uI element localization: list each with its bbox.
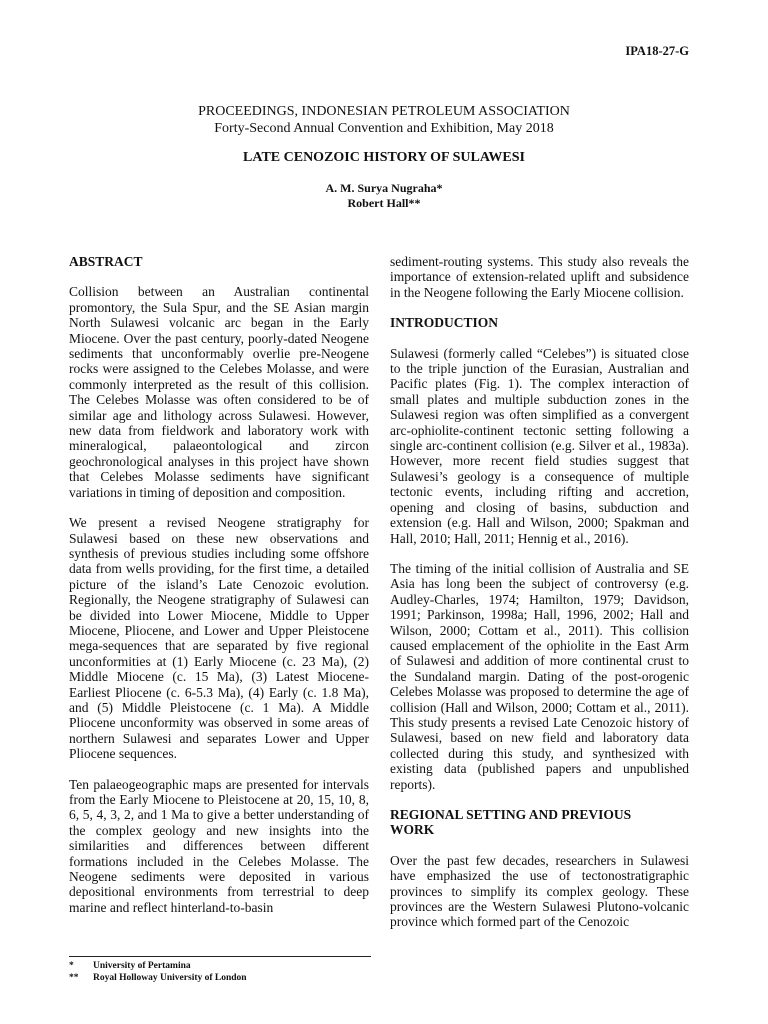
- regional-heading-line: WORK: [390, 822, 435, 838]
- footnote-text: Royal Holloway University of London: [93, 973, 247, 983]
- paper-id: IPA18-27-G: [625, 44, 689, 58]
- footnote: [69, 972, 247, 984]
- proceedings-event: Forty-Second Annual Convention and Exhibition, May 2018: [214, 121, 554, 136]
- footnote: [69, 960, 247, 972]
- introduction-heading: INTRODUCTION: [390, 315, 499, 331]
- author-list: [0, 181, 768, 211]
- footnote-mark: **: [69, 973, 79, 983]
- left-column: [69, 254, 369, 915]
- author-name: A. M. Surya Nugraha*: [325, 181, 443, 195]
- regional-paragraph: Over the past few decades, researchers in Sulawesi have emphasized the use of tectonostratigraphic provinces to simplify its complex geology. These provinces are the Western Sulawesi Plutono-volcanic province which formed part of the Cenozoic: [390, 852, 689, 930]
- paper-title: LATE CENOZOIC HISTORY OF SULAWESI: [243, 150, 525, 165]
- abstract-continued-paragraph: sediment-routing systems. This study also reveals the importance of extension-related uplift and subsidence in the Neogene following the Early Miocene collision.: [390, 254, 689, 300]
- right-column: [390, 254, 689, 930]
- abstract-paragraph: We present a revised Neogene stratigraphy for Sulawesi based on these new observations and synthesis of previous studies including some offshore data from wells providing, for the first time, a detailed picture of the island’s Late Cenozoic evolution. Regionally, the Neogene stratigraphy of Sulawesi can be divided into Lower Miocene, Middle to Upper Miocene, Pliocene, and Lower and Upper Pleistocene mega-sequences that are separated by five regional unconformities at (1) Early Miocene (c. 23 Ma), (2) Middle Miocene (c. 15 Ma), (3) Latest Miocene-Earliest Pliocene (c. 6-5.3 Ma), (4) Early (c. 1.8 Ma), and (5) Middle Pleistocene (c. 1 Ma). A Middle Pliocene unconformity was observed in some areas of northern Sulawesi and separates Lower and Upper Pliocene sequences.: [69, 515, 369, 762]
- introduction-paragraph: Sulawesi (formerly called “Celebes”) is situated close to the triple junction of the Eurasian, Australian and Pacific plates (Fig. 1). The complex interaction of small plates and multiple subduction zones in the Sulawesi region was often simplified as a convergent arc-ophiolite-continent tectonic setting following a single arc-continent collision (e.g. Silver et al., 1983a). However, more recent field studies suggest that Sulawesi’s geology is a consequence of multiple tectonic events, including rifting and accretion, opening and closing of basins, subduction and extension (e.g. Hall and Wilson, 2000; Spakman and Hall, 2010; Hall, 2011; Hennig et al., 2016).: [390, 345, 689, 546]
- regional-heading-line: REGIONAL SETTING AND PREVIOUS: [390, 807, 632, 822]
- footnote-divider: [69, 956, 371, 957]
- proceedings-header: [0, 103, 768, 137]
- author-name: Robert Hall**: [347, 196, 421, 210]
- abstract-heading: ABSTRACT: [69, 254, 143, 269]
- footnotes: [69, 960, 247, 984]
- proceedings-org: PROCEEDINGS, INDONESIAN PETROLEUM ASSOCIATION: [198, 104, 570, 119]
- abstract-paragraph: Collision between an Australian continental promontory, the Sula Spur, and the SE Asian margin North Sulawesi volcanic arc began in the Early Miocene. Over the past century, poorly-dated Neogene sediments that unconformably overlie pre-Neogene rocks were assigned to the Celebes Molasse, and were commonly interpreted as the result of this collision. The Celebes Molasse was often considered to be of similar age and lithology across Sulawesi. However, new data from fieldwork and laboratory work with mineralogical, palaeontological and zircon geochronological analyses in this project have shown that Celebes Molasse sediments have significant variations in timing of deposition and composition.: [69, 284, 369, 500]
- introduction-paragraph: The timing of the initial collision of Australia and SE Asia has long been the subject of controversy (e.g. Audley-Charles, 1974; Hamilton, 1979; Davidson, 1991; Parkinson, 1998a; Hall, 1996, 2002; Hall and Wilson, 2000; Cottam et al., 2011). This collision caused emplacement of the ophiolite in the East Arm of Sulawesi and addition of more continental crust to the Sundaland margin. Dating of the post-orogenic Celebes Molasse was proposed to determine the age of collision (Hall and Wilson, 2000; Cottam et al., 2011). This study presents a revised Late Cenozoic history of Sulawesi, based on new field and laboratory data collected during this study, and synthesized with existing data (published papers and unpublished reports).: [390, 560, 689, 792]
- footnote-mark: *: [69, 961, 74, 971]
- abstract-paragraph: Ten palaeogeographic maps are presented for intervals from the Early Miocene to Pleistocene at 20, 15, 10, 8, 6, 5, 4, 3, 2, and 1 Ma to give a better understanding of the complex geology and new insights into the similarities and differences between different formations included in the Celebes Molasse. The Neogene sediments were deposited in various depositional environments from terrestrial to deep marine and reflect hinterland-to-basin: [69, 776, 369, 915]
- footnote-text: University of Pertamina: [93, 961, 191, 971]
- regional-setting-heading: [390, 807, 689, 838]
